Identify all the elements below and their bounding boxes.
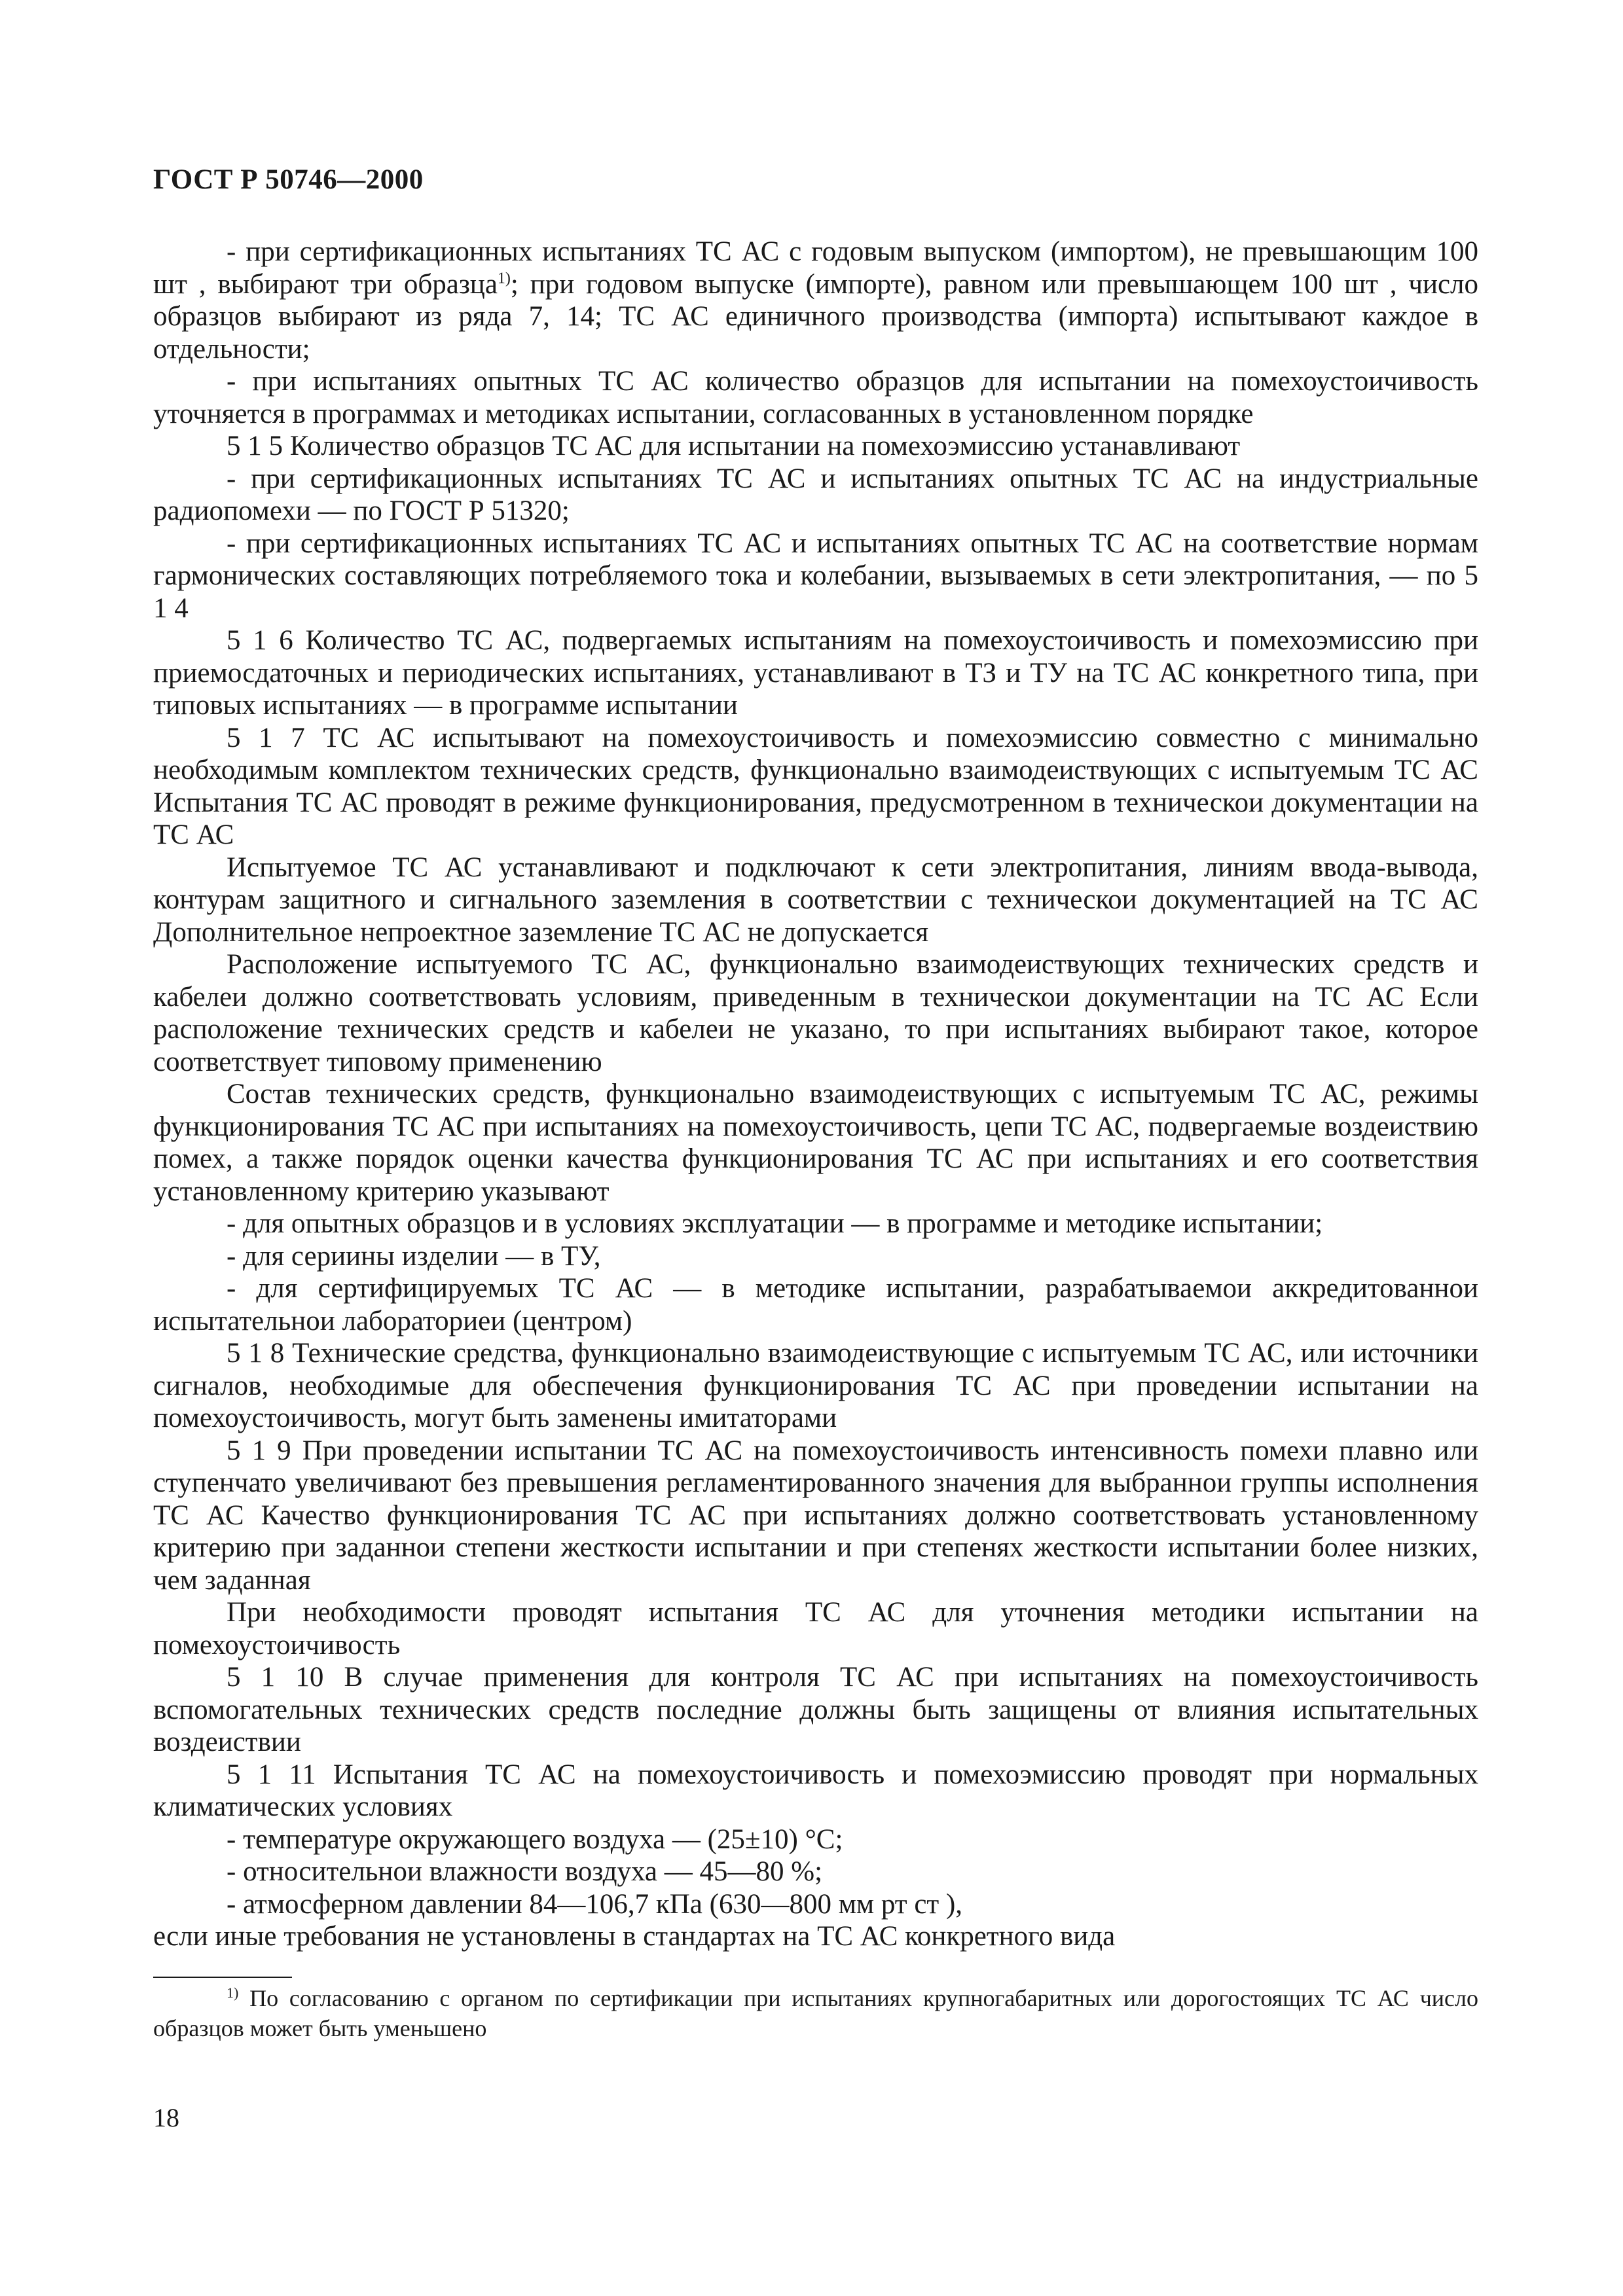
paragraph: 5 1 7 ТС АС испытывают на помехоустоичивость и помехоэмиссию совместно с минимально необходимым комплектом технических средств, функционально взаимодеиствующих с испытуемым ТС АС Испытания ТС АС проводят в режиме функционирования, предусмотренном в техническои документации на ТС АС bbox=[153, 722, 1478, 850]
paragraph: 5 1 9 При проведении испытании ТС АС на помехоустоичивость интенсивность помехи плавно или ступенчато увеличивают без превышения регламентированного значения для выбраннои группы исполнения ТС АС Качество функционирования ТС АС при испытаниях должно соответствовать установленному критерию при заданнои степени жесткости испытании и при степенях жесткости испытании более низких, чем заданная bbox=[153, 1435, 1478, 1596]
paragraph-text: - при сертификационных испытаниях ТС АС с годовым выпуском (импортом), не превышающим 100 шт , выбирают три образца bbox=[153, 236, 1478, 300]
paragraph: если иные требования не установлены в стандартах на ТС АС конкретного вида bbox=[153, 1921, 1116, 1952]
paragraph: - при сертификационных испытаниях ТС АС и испытаниях опытных ТС АС на соответствие нормам гармонических составляющих потребляемого тока и колебании, вызываемых в сети электропитания, — по 5 1 4 bbox=[153, 528, 1478, 624]
footnote-mark: 1) bbox=[227, 1984, 239, 2001]
footnote-reference: 1) bbox=[497, 270, 511, 287]
paragraph-text: ; при годовом выпуске (импорте), равном или превышающем 100 шт , число образцов выбирают из ряда 7, 14; ТС АС единичного производства (импорта) испытывают каждое в отдельности; bbox=[153, 268, 1479, 365]
paragraph: - относительнои влажности воздуха — 45—80 %; bbox=[227, 1856, 823, 1887]
page-number: 18 bbox=[153, 2103, 179, 2132]
paragraph: 5 1 5 Количество образцов ТС АС для испытании на помехоэмиссию устанавливают bbox=[227, 431, 1241, 461]
footnote-paragraph bbox=[153, 1983, 1478, 2043]
paragraph: 5 1 10 В случае применения для контроля ТС АС при испытаниях на помехоустоичивость вспомогательных технических средств последние должны быть защищены от влияния испытательных воздеиствии bbox=[153, 1662, 1478, 1757]
footnote bbox=[153, 1983, 1478, 2043]
paragraph: - при испытаниях опытных ТС АС количество образцов для испытании на помехоустоичивость уточняется в программах и методиках испытании, согласованных в установленном порядке bbox=[153, 366, 1478, 429]
paragraph: Расположение испытуемого ТС АС, функционально взаимодеиствующих технических средств и кабелеи должно соответствовать условиям, приведенным в техническои документации на ТС АС Если расположение технических средств и кабелеи не указано, то при испытаниях выбирают такое, которое соответствует типовому применению bbox=[153, 949, 1478, 1077]
paragraph: 5 1 8 Технические средства, функционально взаимодеиствующие с испытуемым ТС АС, или источники сигналов, необходимые для обеспечения функционирования ТС АС при проведении испытании на помехоустоичивость, могут быть заменены имитаторами bbox=[153, 1338, 1478, 1433]
footnote-divider bbox=[153, 1977, 292, 1978]
standard-header: ГОСТ Р 50746—2000 bbox=[153, 164, 424, 195]
paragraph: Испытуемое ТС АС устанавливают и подключают к сети электропитания, линиям ввода-вывода, контурам защитного и сигнального заземления в соответствии с техническои документацией на ТС АС Дополнительное непроектное заземление ТС АС не допускается bbox=[153, 852, 1478, 948]
footnote-text: По согласованию с органом по сертификации при испытаниях крупногабаритных или дорогостоящих ТС АС число образцов может быть уменьшено bbox=[153, 1985, 1479, 2041]
paragraph: 5 1 6 Количество ТС АС, подвергаемых испытаниям на помехоустоичивость и помехоэмиссию при приемосдаточных и периодических испытаниях, устанавливают в ТЗ и ТУ на ТС АС конкретного типа, при типовых испытаниях — в программе испытании bbox=[153, 625, 1478, 721]
paragraph: - для опытных образцов и в условиях эксплуатации — в программе и методике испытании; bbox=[227, 1208, 1323, 1239]
paragraph bbox=[153, 236, 1478, 365]
paragraph: - атмосферном давлении 84—106,7 кПа (630—800 мм рт ст ), bbox=[227, 1888, 963, 1920]
body-text bbox=[153, 236, 1478, 1953]
paragraph: - для сертифицируемых ТС АС — в методике испытании, разрабатываемои аккредитованнои испытательнои лабораториеи (центром) bbox=[153, 1273, 1478, 1336]
paragraph: 5 1 11 Испытания ТС АС на помехоустоичивость и помехоэмиссию проводят при нормальных климатических условиях bbox=[153, 1759, 1478, 1822]
paragraph: - при сертификационных испытаниях ТС АС и испытаниях опытных ТС АС на индустриальные радиопомехи — по ГОСТ Р 51320; bbox=[153, 463, 1478, 526]
paragraph: Состав технических средств, функционально взаимодеиствующих с испытуемым ТС АС, режимы функционирования ТС АС при испытаниях на помехоустоичивость, цепи ТС АС, подвергаемые воздеиствию помех, а также порядок оценки качества функционирования ТС АС при испытаниях и его соответствия установленному критерию указывают bbox=[153, 1079, 1478, 1207]
paragraph: - для сериины изделии — в ТУ, bbox=[227, 1240, 601, 1272]
paragraph: При необходимости проводят испытания ТС АС для уточнения методики испытании на помехоустоичивость bbox=[153, 1597, 1478, 1660]
paragraph: - температуре окружающего воздуха — (25±10) °С; bbox=[227, 1823, 843, 1855]
